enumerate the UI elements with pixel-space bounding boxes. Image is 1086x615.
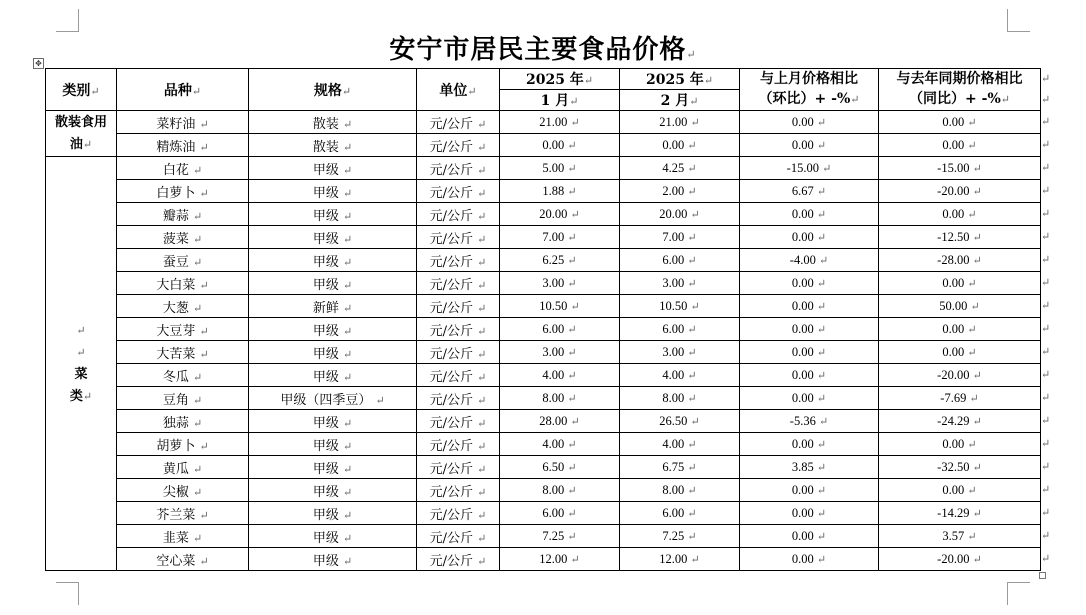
row-end-mark: ↵ [1041,253,1051,266]
feb-price-cell: 6.00 ↵ [620,318,740,341]
feb-price-cell: 0.00 ↵ [620,134,740,157]
feb-price-cell: 7.00 ↵ [620,226,740,249]
yoy-change-cell: -32.50 ↵ [879,456,1041,479]
row-end-mark: ↵ [1041,138,1051,151]
variety-cell: 大豆芽 ↵ [117,318,249,341]
jan-price-cell: 4.00 ↵ [500,364,620,387]
yoy-change-cell: 0.00 ↵ [879,433,1041,456]
yoy-change-cell: 0.00 ↵ [879,111,1041,134]
row-end-mark: ↵ [1041,184,1051,197]
variety-cell: 独蒜 ↵ [117,410,249,433]
table-row [46,318,1041,341]
header-jan-year: 2025 年↵ [500,69,620,90]
unit-cell: 元/公斤 ↵ [417,157,500,180]
row-end-mark: ↵ [1041,368,1051,381]
table-body [46,111,1041,571]
crop-mark-top-right [1007,9,1030,32]
variety-cell: 大苦菜 ↵ [117,341,249,364]
unit-cell: 元/公斤 ↵ [417,456,500,479]
mom-change-cell: 0.00 ↵ [740,134,879,157]
yoy-change-cell: 0.00 ↵ [879,341,1041,364]
row-end-mark: ↵ [1041,207,1051,220]
unit-cell: 元/公斤 ↵ [417,134,500,157]
jan-price-cell: 6.50 ↵ [500,456,620,479]
feb-price-cell: 6.75 ↵ [620,456,740,479]
variety-cell: 芥兰菜 ↵ [117,502,249,525]
unit-cell: 元/公斤 ↵ [417,341,500,364]
header-yoy: 与去年同期价格相比 （同比）+ -%↵ [879,69,1041,111]
feb-price-cell: 6.00 ↵ [620,249,740,272]
row-end-mark: ↵ [1041,161,1051,174]
header-feb-month: 2 月↵ [620,90,740,111]
yoy-change-cell: -12.50 ↵ [879,226,1041,249]
spec-cell: 甲级 ↵ [249,180,417,203]
feb-price-cell: 10.50 ↵ [620,295,740,318]
table-row [46,341,1041,364]
jan-price-cell: 3.00 ↵ [500,272,620,295]
variety-cell: 冬瓜 ↵ [117,364,249,387]
row-end-mark: ↵ [1041,276,1051,289]
spec-cell: 甲级 ↵ [249,364,417,387]
header-jan-month: 1 月↵ [500,90,620,111]
spec-cell: 甲级 ↵ [249,433,417,456]
row-end-mark: ↵ [1041,230,1051,243]
mom-change-cell: 0.00 ↵ [740,272,879,295]
mom-change-cell: 0.00 ↵ [740,341,879,364]
header-mom: 与上月价格相比 （环比）+ -%↵ [740,69,879,111]
spec-cell: 新鲜 ↵ [249,295,417,318]
table-row [46,111,1041,134]
mom-change-cell: -4.00 ↵ [740,249,879,272]
price-table [45,68,1041,571]
table-row [46,157,1041,180]
row-end-mark: ↵ [1041,529,1051,542]
variety-cell: 大葱 ↵ [117,295,249,318]
jan-price-cell: 28.00 ↵ [500,410,620,433]
variety-cell: 空心菜 ↵ [117,548,249,571]
feb-price-cell: 26.50 ↵ [620,410,740,433]
crop-mark-top-left [56,9,79,32]
spec-cell: 甲级 ↵ [249,226,417,249]
spec-cell: 甲级 ↵ [249,410,417,433]
yoy-change-cell: 0.00 ↵ [879,479,1041,502]
category-cell: 散装食用 油↵ [46,111,117,157]
table-row [46,548,1041,571]
paragraph-mark: ↵ [686,48,697,61]
table-row [46,295,1041,318]
mom-change-cell: 3.85 ↵ [740,456,879,479]
spec-cell: 甲级 ↵ [249,341,417,364]
title-text: 安宁市居民主要食品价格 [389,35,687,65]
spec-cell: 甲级（四季豆） ↵ [249,387,417,410]
unit-cell: 元/公斤 ↵ [417,387,500,410]
unit-cell: 元/公斤 ↵ [417,548,500,571]
jan-price-cell: 8.00 ↵ [500,479,620,502]
row-end-mark: ↵ [1041,414,1051,427]
spec-cell: 散装 ↵ [249,134,417,157]
header-category: 类别↵ [46,69,117,111]
table-row [46,134,1041,157]
move-cross-icon[interactable]: ✥ [33,58,44,69]
unit-cell: 元/公斤 ↵ [417,433,500,456]
spec-cell: 甲级 ↵ [249,318,417,341]
unit-cell: 元/公斤 ↵ [417,318,500,341]
table-row [46,249,1041,272]
crop-mark-bottom-right [1007,582,1030,605]
feb-price-cell: 2.00 ↵ [620,180,740,203]
mom-change-cell: 0.00 ↵ [740,318,879,341]
table-row [46,180,1041,203]
feb-price-cell: 12.00 ↵ [620,548,740,571]
table-row [46,525,1041,548]
jan-price-cell: 20.00 ↵ [500,203,620,226]
jan-price-cell: 3.00 ↵ [500,341,620,364]
yoy-change-cell: -20.00 ↵ [879,548,1041,571]
jan-price-cell: 6.25 ↵ [500,249,620,272]
jan-price-cell: 21.00 ↵ [500,111,620,134]
row-end-mark: ↵ [1041,72,1051,85]
variety-cell: 菜籽油 ↵ [117,111,249,134]
jan-price-cell: 7.25 ↵ [500,525,620,548]
mom-change-cell: 0.00 ↵ [740,548,879,571]
row-end-mark: ↵ [1041,93,1051,106]
row-end-mark: ↵ [1041,391,1051,404]
table-row [46,433,1041,456]
row-end-mark: ↵ [1041,299,1051,312]
jan-price-cell: 12.00 ↵ [500,548,620,571]
variety-cell: 菠菜 ↵ [117,226,249,249]
jan-price-cell: 1.88 ↵ [500,180,620,203]
table-row [46,410,1041,433]
table-row [46,226,1041,249]
jan-price-cell: 5.00 ↵ [500,157,620,180]
row-end-mark: ↵ [1041,460,1051,473]
spec-cell: 甲级 ↵ [249,157,417,180]
yoy-change-cell: -20.00 ↵ [879,180,1041,203]
unit-cell: 元/公斤 ↵ [417,479,500,502]
jan-price-cell: 6.00 ↵ [500,318,620,341]
unit-cell: 元/公斤 ↵ [417,249,500,272]
jan-price-cell: 10.50 ↵ [500,295,620,318]
crop-mark-bottom-left [56,582,79,605]
row-end-mark: ↵ [1041,115,1051,128]
unit-cell: 元/公斤 ↵ [417,226,500,249]
feb-price-cell: 4.00 ↵ [620,433,740,456]
feb-price-cell: 4.25 ↵ [620,157,740,180]
unit-cell: 元/公斤 ↵ [417,180,500,203]
mom-change-cell: 0.00 ↵ [740,387,879,410]
variety-cell: 蚕豆 ↵ [117,249,249,272]
spec-cell: 甲级 ↵ [249,502,417,525]
yoy-change-cell: 0.00 ↵ [879,134,1041,157]
variety-cell: 白花 ↵ [117,157,249,180]
spec-cell: 散装 ↵ [249,111,417,134]
spec-cell: 甲级 ↵ [249,479,417,502]
spec-cell: 甲级 ↵ [249,272,417,295]
jan-price-cell: 8.00 ↵ [500,387,620,410]
mom-change-cell: 0.00 ↵ [740,525,879,548]
feb-price-cell: 6.00 ↵ [620,502,740,525]
document-title [0,33,1086,67]
unit-cell: 元/公斤 ↵ [417,525,500,548]
yoy-change-cell: -28.00 ↵ [879,249,1041,272]
spec-cell: 甲级 ↵ [249,456,417,479]
yoy-change-cell: -15.00 ↵ [879,157,1041,180]
feb-price-cell: 8.00 ↵ [620,479,740,502]
table-row [46,387,1041,410]
row-end-mark: ↵ [1041,506,1051,519]
jan-price-cell: 6.00 ↵ [500,502,620,525]
row-end-mark: ↵ [1041,437,1051,450]
unit-cell: 元/公斤 ↵ [417,203,500,226]
unit-cell: 元/公斤 ↵ [417,295,500,318]
mom-change-cell: -15.00 ↵ [740,157,879,180]
category-cell: ↵ ↵ 菜 类↵ [46,157,117,571]
table-row [46,203,1041,226]
variety-cell: 白萝卜 ↵ [117,180,249,203]
table-row [46,502,1041,525]
variety-cell: 韭菜 ↵ [117,525,249,548]
spec-cell: 甲级 ↵ [249,548,417,571]
feb-price-cell: 3.00 ↵ [620,272,740,295]
feb-price-cell: 7.25 ↵ [620,525,740,548]
variety-cell: 豆角 ↵ [117,387,249,410]
yoy-change-cell: 50.00 ↵ [879,295,1041,318]
table-row [46,479,1041,502]
feb-price-cell: 4.00 ↵ [620,364,740,387]
mom-change-cell: 0.00 ↵ [740,479,879,502]
unit-cell: 元/公斤 ↵ [417,272,500,295]
variety-cell: 胡萝卜 ↵ [117,433,249,456]
mom-change-cell: 0.00 ↵ [740,433,879,456]
variety-cell: 精炼油 ↵ [117,134,249,157]
yoy-change-cell: -24.29 ↵ [879,410,1041,433]
mom-change-cell: 0.00 ↵ [740,111,879,134]
unit-cell: 元/公斤 ↵ [417,111,500,134]
mom-change-cell: 6.67 ↵ [740,180,879,203]
yoy-change-cell: 0.00 ↵ [879,272,1041,295]
jan-price-cell: 0.00 ↵ [500,134,620,157]
feb-price-cell: 8.00 ↵ [620,387,740,410]
mom-change-cell: 0.00 ↵ [740,364,879,387]
row-end-mark: ↵ [1041,552,1051,565]
jan-price-cell: 7.00 ↵ [500,226,620,249]
table-row [46,456,1041,479]
yoy-change-cell: 0.00 ↵ [879,318,1041,341]
table-row [46,272,1041,295]
mom-change-cell: 0.00 ↵ [740,203,879,226]
variety-cell: 尖椒 ↵ [117,479,249,502]
header-variety: 品种↵ [117,69,249,111]
spec-cell: 甲级 ↵ [249,525,417,548]
yoy-change-cell: -14.29 ↵ [879,502,1041,525]
header-spec: 规格↵ [249,69,417,111]
feb-price-cell: 3.00 ↵ [620,341,740,364]
row-end-mark: ↵ [1041,483,1051,496]
variety-cell: 瓣蒜 ↵ [117,203,249,226]
feb-price-cell: 21.00 ↵ [620,111,740,134]
mom-change-cell: 0.00 ↵ [740,295,879,318]
table-row [46,364,1041,387]
yoy-change-cell: 3.57 ↵ [879,525,1041,548]
mom-change-cell: 0.00 ↵ [740,226,879,249]
variety-cell: 黄瓜 ↵ [117,456,249,479]
spec-cell: 甲级 ↵ [249,203,417,226]
jan-price-cell: 4.00 ↵ [500,433,620,456]
row-end-mark: ↵ [1041,345,1051,358]
feb-price-cell: 20.00 ↵ [620,203,740,226]
yoy-change-cell: -20.00 ↵ [879,364,1041,387]
row-end-mark: ↵ [1041,322,1051,335]
mom-change-cell: -5.36 ↵ [740,410,879,433]
yoy-change-cell: 0.00 ↵ [879,203,1041,226]
unit-cell: 元/公斤 ↵ [417,364,500,387]
yoy-change-cell: -7.69 ↵ [879,387,1041,410]
table-resize-handle[interactable] [1039,572,1046,579]
unit-cell: 元/公斤 ↵ [417,502,500,525]
mom-change-cell: 0.00 ↵ [740,502,879,525]
spec-cell: 甲级 ↵ [249,249,417,272]
header-unit: 单位↵ [417,69,500,111]
variety-cell: 大白菜 ↵ [117,272,249,295]
unit-cell: 元/公斤 ↵ [417,410,500,433]
header-feb-year: 2025 年↵ [620,69,740,90]
